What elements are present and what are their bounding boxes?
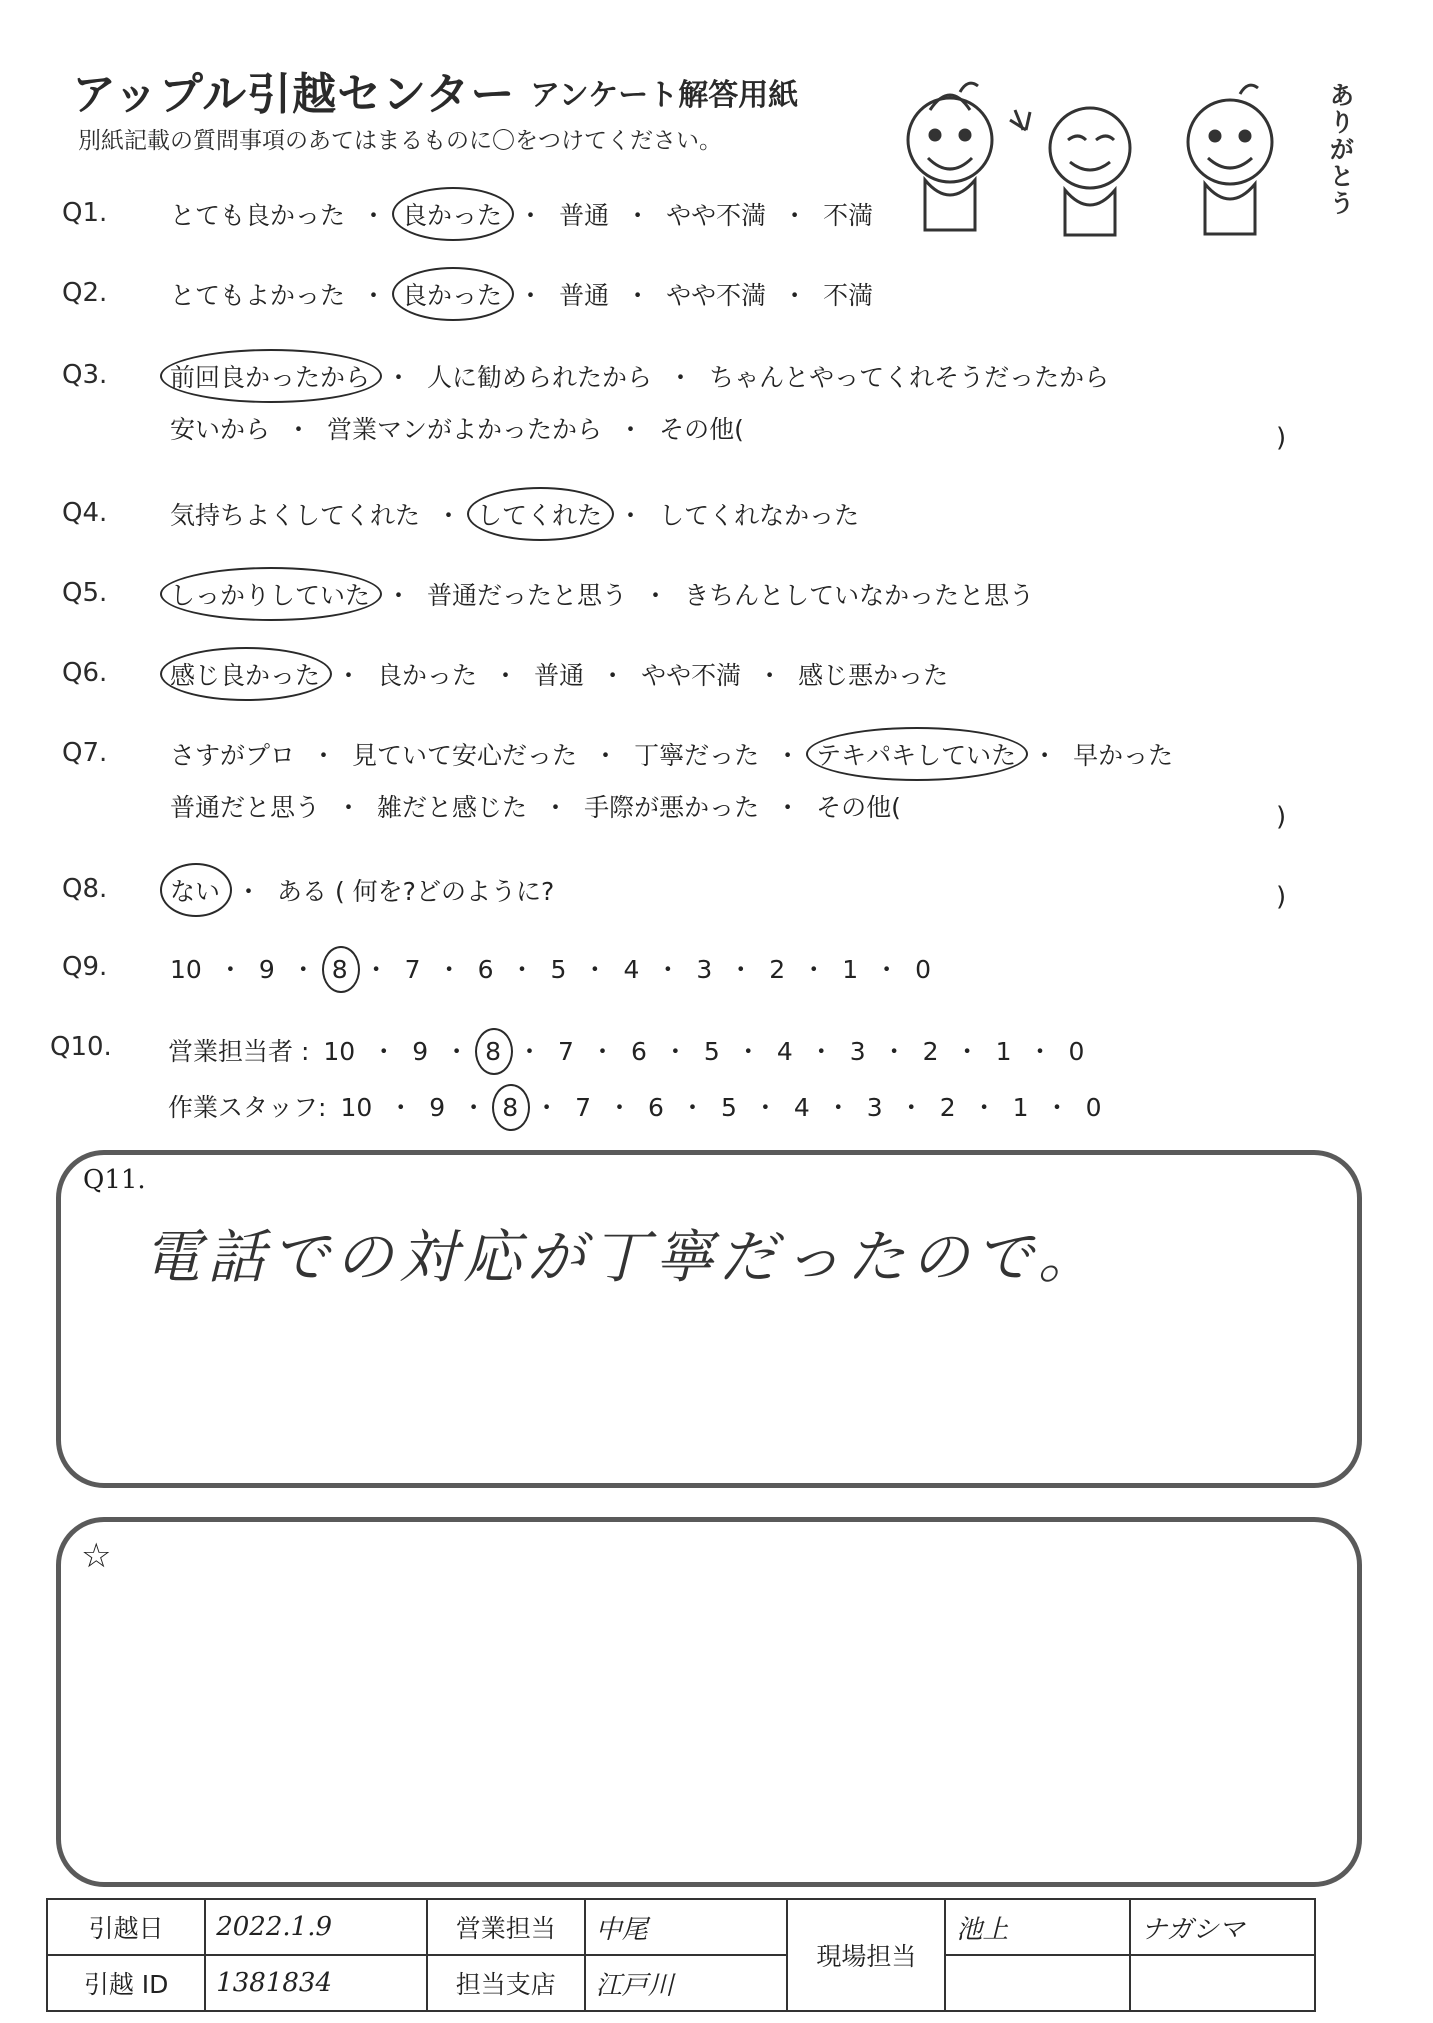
separator-dot: ・ [1032, 741, 1058, 770]
answer-options-row [170, 872, 554, 908]
separator-dot: ・ [782, 281, 808, 310]
rating-option[interactable]: 7 [575, 1093, 592, 1122]
question-number: Q2. [62, 278, 108, 308]
answer-options-row [170, 276, 873, 312]
answer-option[interactable]: してくれなかった [659, 501, 860, 530]
separator-dot: ・ [668, 363, 694, 392]
separator-dot: ・ [898, 1093, 924, 1122]
site-staff-1: 池上 [945, 1899, 1130, 1955]
separator-dot: ・ [361, 201, 387, 230]
answer-option[interactable]: 手際が悪かった [584, 793, 760, 822]
answer-option[interactable]: やや不満 [641, 661, 742, 690]
answer-option[interactable]: 安いから [170, 415, 271, 444]
answer-option[interactable]: 6 [477, 955, 494, 984]
answer-option[interactable]: ちゃんとやってくれそうだったから [709, 363, 1110, 392]
separator-dot: ・ [881, 1037, 907, 1066]
answer-option[interactable]: 7 [404, 955, 421, 984]
rating-option[interactable]: 9 [429, 1093, 446, 1122]
answer-option[interactable]: やや不満 [666, 201, 767, 230]
rating-option[interactable]: 3 [866, 1093, 883, 1122]
separator-dot: ・ [371, 1037, 397, 1066]
answer-option[interactable]: 2 [769, 955, 786, 984]
q10-rating-row [168, 1088, 1101, 1124]
question-number: Q5. [62, 578, 108, 608]
move-id-value: 1381834 [205, 1955, 426, 2011]
rating-option[interactable]: 1 [1012, 1093, 1029, 1122]
separator-dot: ・ [643, 581, 669, 610]
separator-dot: ・ [1044, 1093, 1070, 1122]
sales-label: 営業担当 [427, 1899, 585, 1955]
instruction-text: 別紙記載の質問事項のあてはまるものに〇をつけてください。 [78, 128, 722, 154]
rating-option[interactable]: 0 [1085, 1093, 1102, 1122]
separator-dot: ・ [782, 201, 808, 230]
separator-dot: ・ [582, 955, 608, 984]
separator-dot: ・ [290, 955, 316, 984]
answer-option[interactable]: 1 [842, 955, 859, 984]
q11-number: Q11. [83, 1165, 146, 1195]
answer-option[interactable]: 感じ悪かった [798, 661, 949, 690]
question-number: Q3. [62, 360, 108, 390]
answer-option[interactable]: 4 [623, 955, 640, 984]
answer-options-row [170, 496, 859, 532]
separator-dot: ・ [217, 955, 243, 984]
rating-option-selected[interactable]: 8 [485, 1037, 502, 1066]
separator-dot: ・ [1027, 1037, 1053, 1066]
separator-dot: ・ [607, 1093, 633, 1122]
answer-option-selected[interactable]: 良かった [402, 196, 502, 232]
answer-option[interactable]: 普通だと思う [170, 793, 321, 822]
branch-label: 担当支店 [427, 1955, 585, 2011]
answer-option[interactable]: 早かった [1073, 741, 1174, 770]
rating-option[interactable]: 5 [703, 1037, 720, 1066]
answer-option[interactable]: とてもよかった [170, 281, 346, 310]
close-paren: ) [1276, 423, 1287, 453]
answer-options-row [170, 196, 873, 232]
rating-option[interactable]: 0 [1068, 1037, 1085, 1066]
answer-option[interactable]: 普通だったと思う [427, 581, 628, 610]
answer-option[interactable]: 普通 [559, 201, 610, 230]
separator-dot: ・ [971, 1093, 997, 1122]
separator-dot: ・ [735, 1037, 761, 1066]
answer-option[interactable]: 普通 [559, 281, 610, 310]
question-number: Q8. [62, 874, 108, 904]
separator-dot: ・ [808, 1037, 834, 1066]
site-staff-2: ナガシマ [1130, 1899, 1315, 1955]
separator-dot: ・ [625, 281, 651, 310]
separator-dot: ・ [336, 793, 362, 822]
separator-dot: ・ [436, 501, 462, 530]
separator-dot: ・ [679, 1093, 705, 1122]
separator-dot: ・ [954, 1037, 980, 1066]
separator-dot: ・ [775, 793, 801, 822]
answer-option[interactable]: その他( [816, 793, 901, 822]
rating-option[interactable]: 10 [323, 1037, 356, 1066]
site-staff-empty-2 [1130, 1955, 1315, 2011]
separator-dot: ・ [801, 955, 827, 984]
question-number: Q7. [62, 738, 108, 768]
thanks-text: ありがとう [1326, 82, 1355, 217]
monkey-mascots-illustration [890, 70, 1320, 250]
site-staff-empty-1 [945, 1955, 1130, 2011]
separator-dot: ・ [236, 877, 262, 906]
answer-options-row [170, 788, 901, 824]
separator-dot: ・ [311, 741, 337, 770]
answer-option-selected[interactable]: 8 [331, 955, 348, 984]
rating-option[interactable]: 5 [720, 1093, 737, 1122]
separator-dot: ・ [874, 955, 900, 984]
separator-dot: ・ [618, 501, 644, 530]
answer-option[interactable]: その他( [659, 415, 744, 444]
separator-dot: ・ [386, 363, 412, 392]
separator-dot: ・ [534, 1093, 560, 1122]
answer-option[interactable]: さすがプロ [170, 741, 296, 770]
answer-options-row [170, 576, 1034, 612]
answer-option[interactable]: 見ていて安心だった [352, 741, 578, 770]
rating-option[interactable]: 7 [558, 1037, 574, 1066]
answer-options-row [170, 736, 1173, 772]
rating-option[interactable]: 6 [648, 1093, 664, 1122]
q10-row-label: 作業スタッフ: [168, 1093, 327, 1122]
rating-option[interactable]: 2 [939, 1093, 956, 1122]
star-icon: ☆ [81, 1536, 112, 1576]
rating-option-selected[interactable]: 8 [502, 1093, 519, 1122]
separator-dot: ・ [493, 661, 519, 690]
answer-option-selected[interactable]: テキパキしていた [816, 736, 1016, 772]
q10-rating-row [168, 1032, 1084, 1068]
answer-options-row [170, 410, 744, 446]
rating-option[interactable]: 2 [922, 1037, 939, 1066]
separator-dot: ・ [509, 955, 535, 984]
q11-handwritten-answer: 電話での対応が丁寧だったので。 [143, 1223, 1102, 1291]
move-id-label: 引越 ID [47, 1955, 205, 2011]
q10-row-label: 営業担当者 : [168, 1037, 310, 1066]
answer-option[interactable]: 良かった [377, 661, 478, 690]
answer-option[interactable]: 10 [170, 955, 202, 984]
rating-option[interactable]: 6 [630, 1037, 647, 1066]
answer-option-selected[interactable]: 良かった [402, 276, 502, 312]
rating-option[interactable]: 9 [412, 1037, 429, 1066]
separator-dot: ・ [444, 1037, 470, 1066]
separator-dot: ・ [775, 741, 801, 770]
answer-option[interactable]: やや不満 [666, 281, 767, 310]
separator-dot: ・ [752, 1093, 778, 1122]
answer-option[interactable]: 0 [915, 955, 932, 984]
free-comment-box [56, 1517, 1362, 1887]
answer-option[interactable]: とても良かった [170, 201, 346, 230]
separator-dot: ・ [757, 661, 783, 690]
answer-options-row [170, 656, 948, 692]
question-number: Q1. [62, 198, 108, 228]
separator-dot: ・ [361, 281, 387, 310]
move-date-label: 引越日 [47, 1899, 205, 1955]
close-paren: ) [1276, 882, 1287, 912]
rating-option[interactable]: 3 [849, 1037, 866, 1066]
separator-dot: ・ [600, 661, 626, 690]
answer-options-row [170, 358, 1109, 394]
answer-option[interactable]: きちんとしていなかったと思う [684, 581, 1035, 610]
separator-dot: ・ [286, 415, 312, 444]
separator-dot: ・ [461, 1093, 487, 1122]
sales-value: 中尾 [585, 1899, 788, 1955]
answer-option-selected[interactable]: ない [170, 872, 220, 908]
q10-number: Q10. [50, 1032, 112, 1062]
footer-info-table [46, 1898, 1316, 2012]
answer-option[interactable]: ある ( 何を?どのように? [277, 877, 555, 906]
answer-option[interactable]: 普通 [534, 661, 585, 690]
site-label: 現場担当 [787, 1899, 945, 2011]
separator-dot: ・ [618, 415, 644, 444]
separator-dot: ・ [825, 1093, 851, 1122]
answer-options-row [170, 950, 931, 986]
separator-dot: ・ [543, 793, 569, 822]
separator-dot: ・ [336, 661, 362, 690]
answer-option[interactable]: 雑だと感じた [377, 793, 528, 822]
question-number: Q9. [62, 952, 108, 982]
separator-dot: ・ [518, 201, 544, 230]
answer-option-selected[interactable]: 感じ良かった [170, 656, 320, 692]
separator-dot: ・ [593, 741, 619, 770]
separator-dot: ・ [655, 955, 681, 984]
company-title: アップル引越センター [72, 69, 516, 120]
rating-option[interactable]: 4 [793, 1093, 810, 1122]
answer-option-selected[interactable]: 前回良かったから [170, 358, 370, 394]
answer-option[interactable]: 不満 [823, 281, 874, 310]
separator-dot: ・ [625, 201, 651, 230]
rating-option[interactable]: 1 [995, 1037, 1012, 1066]
answer-option[interactable]: 営業マンがよかったから [327, 415, 603, 444]
answer-option[interactable]: 丁寧だった [634, 741, 760, 770]
answer-option[interactable]: 気持ちよくしてくれた [170, 501, 421, 530]
question-number: Q4. [62, 498, 108, 528]
answer-option[interactable]: 9 [258, 955, 275, 984]
answer-option[interactable]: 不満 [823, 201, 874, 230]
separator-dot: ・ [517, 1037, 543, 1066]
move-date-value: 2022.1.9 [205, 1899, 426, 1955]
separator-dot: ・ [363, 955, 389, 984]
separator-dot: ・ [436, 955, 462, 984]
branch-value: 江戸川 [585, 1955, 788, 2011]
question-number: Q6. [62, 658, 108, 688]
answer-option[interactable]: 3 [696, 955, 713, 984]
separator-dot: ・ [662, 1037, 688, 1066]
form-subtitle: アンケート解答用紙 [530, 78, 799, 113]
rating-option[interactable]: 10 [340, 1093, 373, 1122]
close-paren: ) [1276, 802, 1287, 832]
answer-option-selected[interactable]: してくれた [477, 496, 602, 532]
answer-option-selected[interactable]: しっかりしていた [170, 576, 370, 612]
separator-dot: ・ [518, 281, 544, 310]
rating-option[interactable]: 4 [776, 1037, 793, 1066]
answer-option[interactable]: 5 [550, 955, 567, 984]
separator-dot: ・ [728, 955, 754, 984]
separator-dot: ・ [589, 1037, 615, 1066]
q11-answer-box [56, 1150, 1362, 1488]
separator-dot: ・ [388, 1093, 414, 1122]
answer-option[interactable]: 人に勧められたから [427, 363, 653, 392]
separator-dot: ・ [386, 581, 412, 610]
